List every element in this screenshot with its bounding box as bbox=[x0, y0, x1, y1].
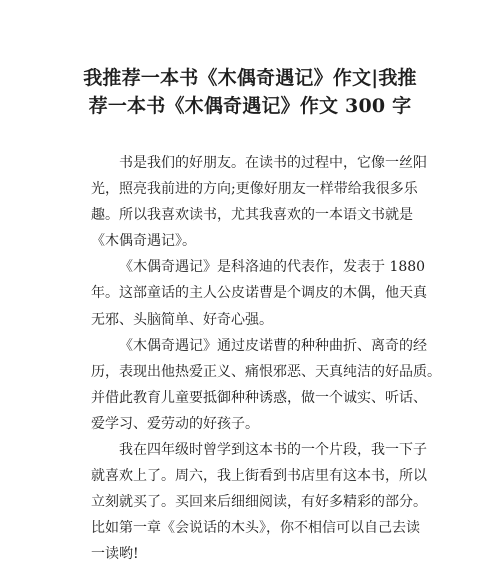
paragraph-1-line: 光，照亮我前进的方向;更像好朋友一样带给我很多乐 bbox=[91, 181, 418, 198]
paragraph-3-line: 《木偶奇遇记》通过皮诺曹的种种曲折、离奇的经 bbox=[119, 337, 427, 354]
article-body bbox=[91, 150, 441, 568]
paragraph-2-line: 《木偶奇遇记》是科洛迪的代表作，发表于 1880 bbox=[119, 259, 426, 276]
paragraph-2-line: 无邪、头脑简单、好奇心强。 bbox=[91, 311, 273, 328]
paragraph-4-line: 一读哟! bbox=[91, 546, 139, 563]
paragraph-3-line: 历，表现出他热爱正义、痛恨邪恶、天真纯洁的好品质。 bbox=[91, 363, 441, 380]
paragraph-1-line: 书是我们的好朋友。在读书的过程中，它像一丝阳 bbox=[119, 155, 427, 171]
paragraph-3-line: 并借此教育儿童要抵御种种诱惑，做一个诚实、听话、 bbox=[91, 389, 427, 406]
title-line: 我推荐一本书《木偶奇遇记》作文|我推 bbox=[83, 67, 417, 89]
paragraph-4-line: 比如第一章《会说话的木头》，你不相信可以自己去读 bbox=[91, 520, 420, 537]
paragraph-4-line: 立刻就买了。买回来后细细阅读，有好多精彩的部分。 bbox=[91, 494, 427, 511]
paragraph-1-line: 趣。所以我喜欢读书，尤其我喜欢的一本语文书就是 bbox=[91, 207, 413, 224]
paragraph-1-line: 《木偶奇遇记》。 bbox=[91, 233, 196, 250]
paragraph-3-line: 爱学习、爱劳动的好孩子。 bbox=[91, 415, 259, 432]
title-line: 荐一本书《木偶奇遇记》作文 300 字 bbox=[88, 95, 412, 117]
paragraph-2-line: 年。这部童话的主人公皮诺曹是个调皮的木偶，他天真 bbox=[91, 285, 427, 302]
article-title bbox=[40, 64, 460, 120]
paragraph-4-line: 就喜欢上了。周六，我上街看到书店里有这本书，所以 bbox=[91, 468, 427, 485]
paragraph-4-line: 我在四年级时曾学到这本书的一个片段，我一下子 bbox=[119, 442, 427, 459]
